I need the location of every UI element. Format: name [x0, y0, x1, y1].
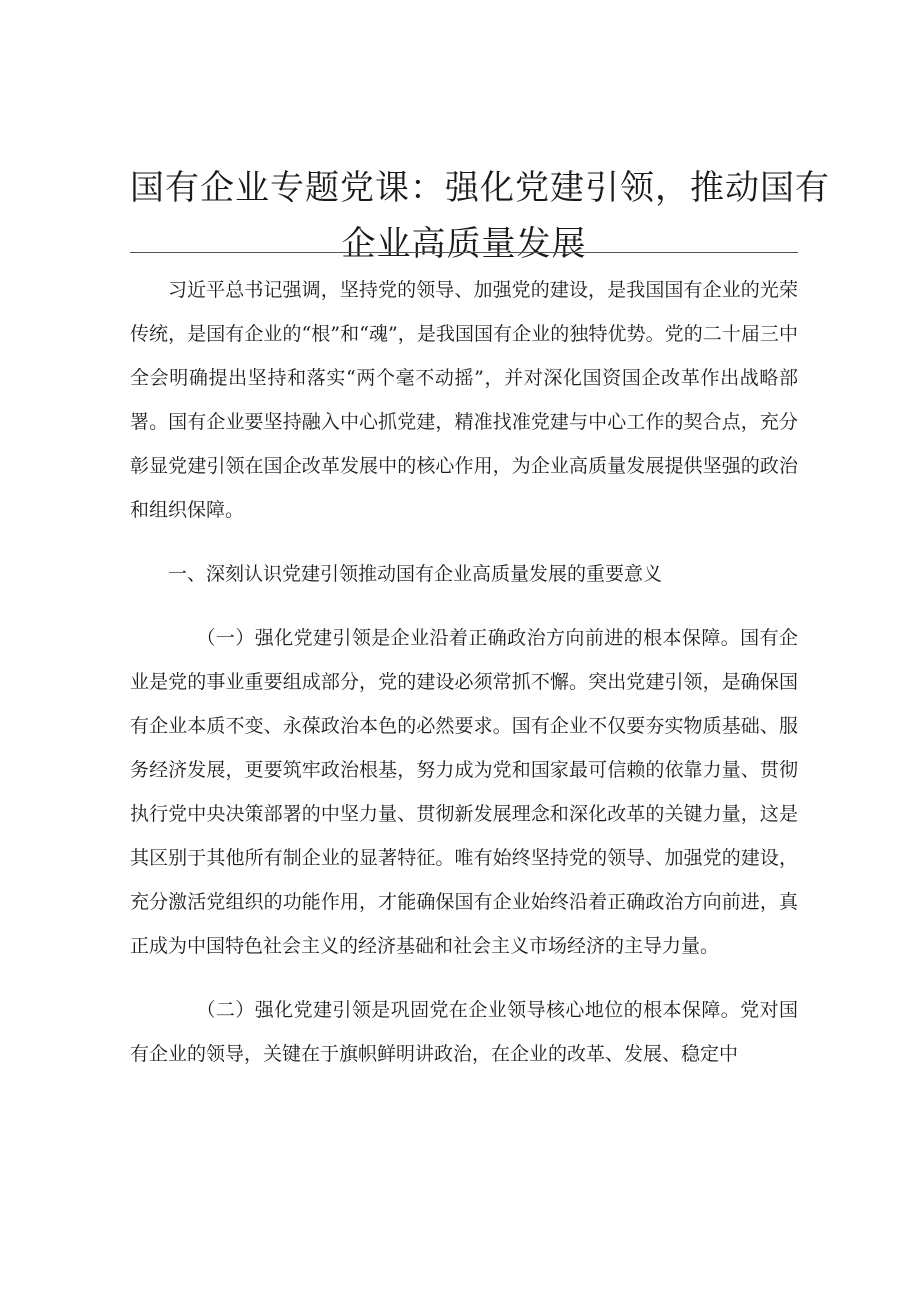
title-underline: [130, 252, 798, 253]
document-body: [130, 268, 798, 1096]
document-title: [130, 160, 830, 272]
title-line-2: 企业高质量发展: [341, 224, 587, 264]
subsection-paragraph-2: （二）强化党建引领是巩固党在企业领导核心地位的根本保障。党对国有企业的领导，关键在于旗帜鲜明讲政治，在企业的改革、发展、稳定中: [130, 999, 798, 1065]
subsection-paragraph-1: （一）强化党建引领是企业沿着正确政治方向前进的根本保障。国有企业是党的事业重要组成部分，党的建设必须常抓不懈。突出党建引领，是确保国有企业本质不变、永葆政治本色的必然要求。国有企业不仅要夯实物质基础、服务经济发展，更要筑牢政治根基，努力成为党和国家最可信赖的依靠力量、贯彻执行党中央决策部署的中坚力量、贯彻新发展理念和深化改革的关键力量，这是其区别于其他所有制企业的显著特征。唯有始终坚持党的领导、加强党的建设，充分激活党组织的功能作用，才能确保国有企业始终沿着正确政治方向前进，真正成为中国特色社会主义的经济基础和社会主义市场经济的主导力量。: [130, 627, 798, 957]
intro-paragraph: 习近平总书记强调，坚持党的领导、加强党的建设，是我国国有企业的光荣传统，是国有企业的“根”和“魂”，是我国国有企业的独特优势。党的二十届三中全会明确提出坚持和落实“两个毫不动摇”，并对深化国资国企改革作出战略部署。国有企业要坚持融入中心抓党建，精准找准党建与中心工作的契合点，充分彰显党建引领在国企改革发展中的核心作用，为企业高质量发展提供坚强的政治和组织保障。: [130, 279, 798, 521]
title-line-1: 国有企业专题党课：强化党建引领，推动国有: [130, 168, 830, 208]
section-heading-1: 一、深刻认识党建引领推动国有企业高质量发展的重要意义: [168, 563, 663, 585]
